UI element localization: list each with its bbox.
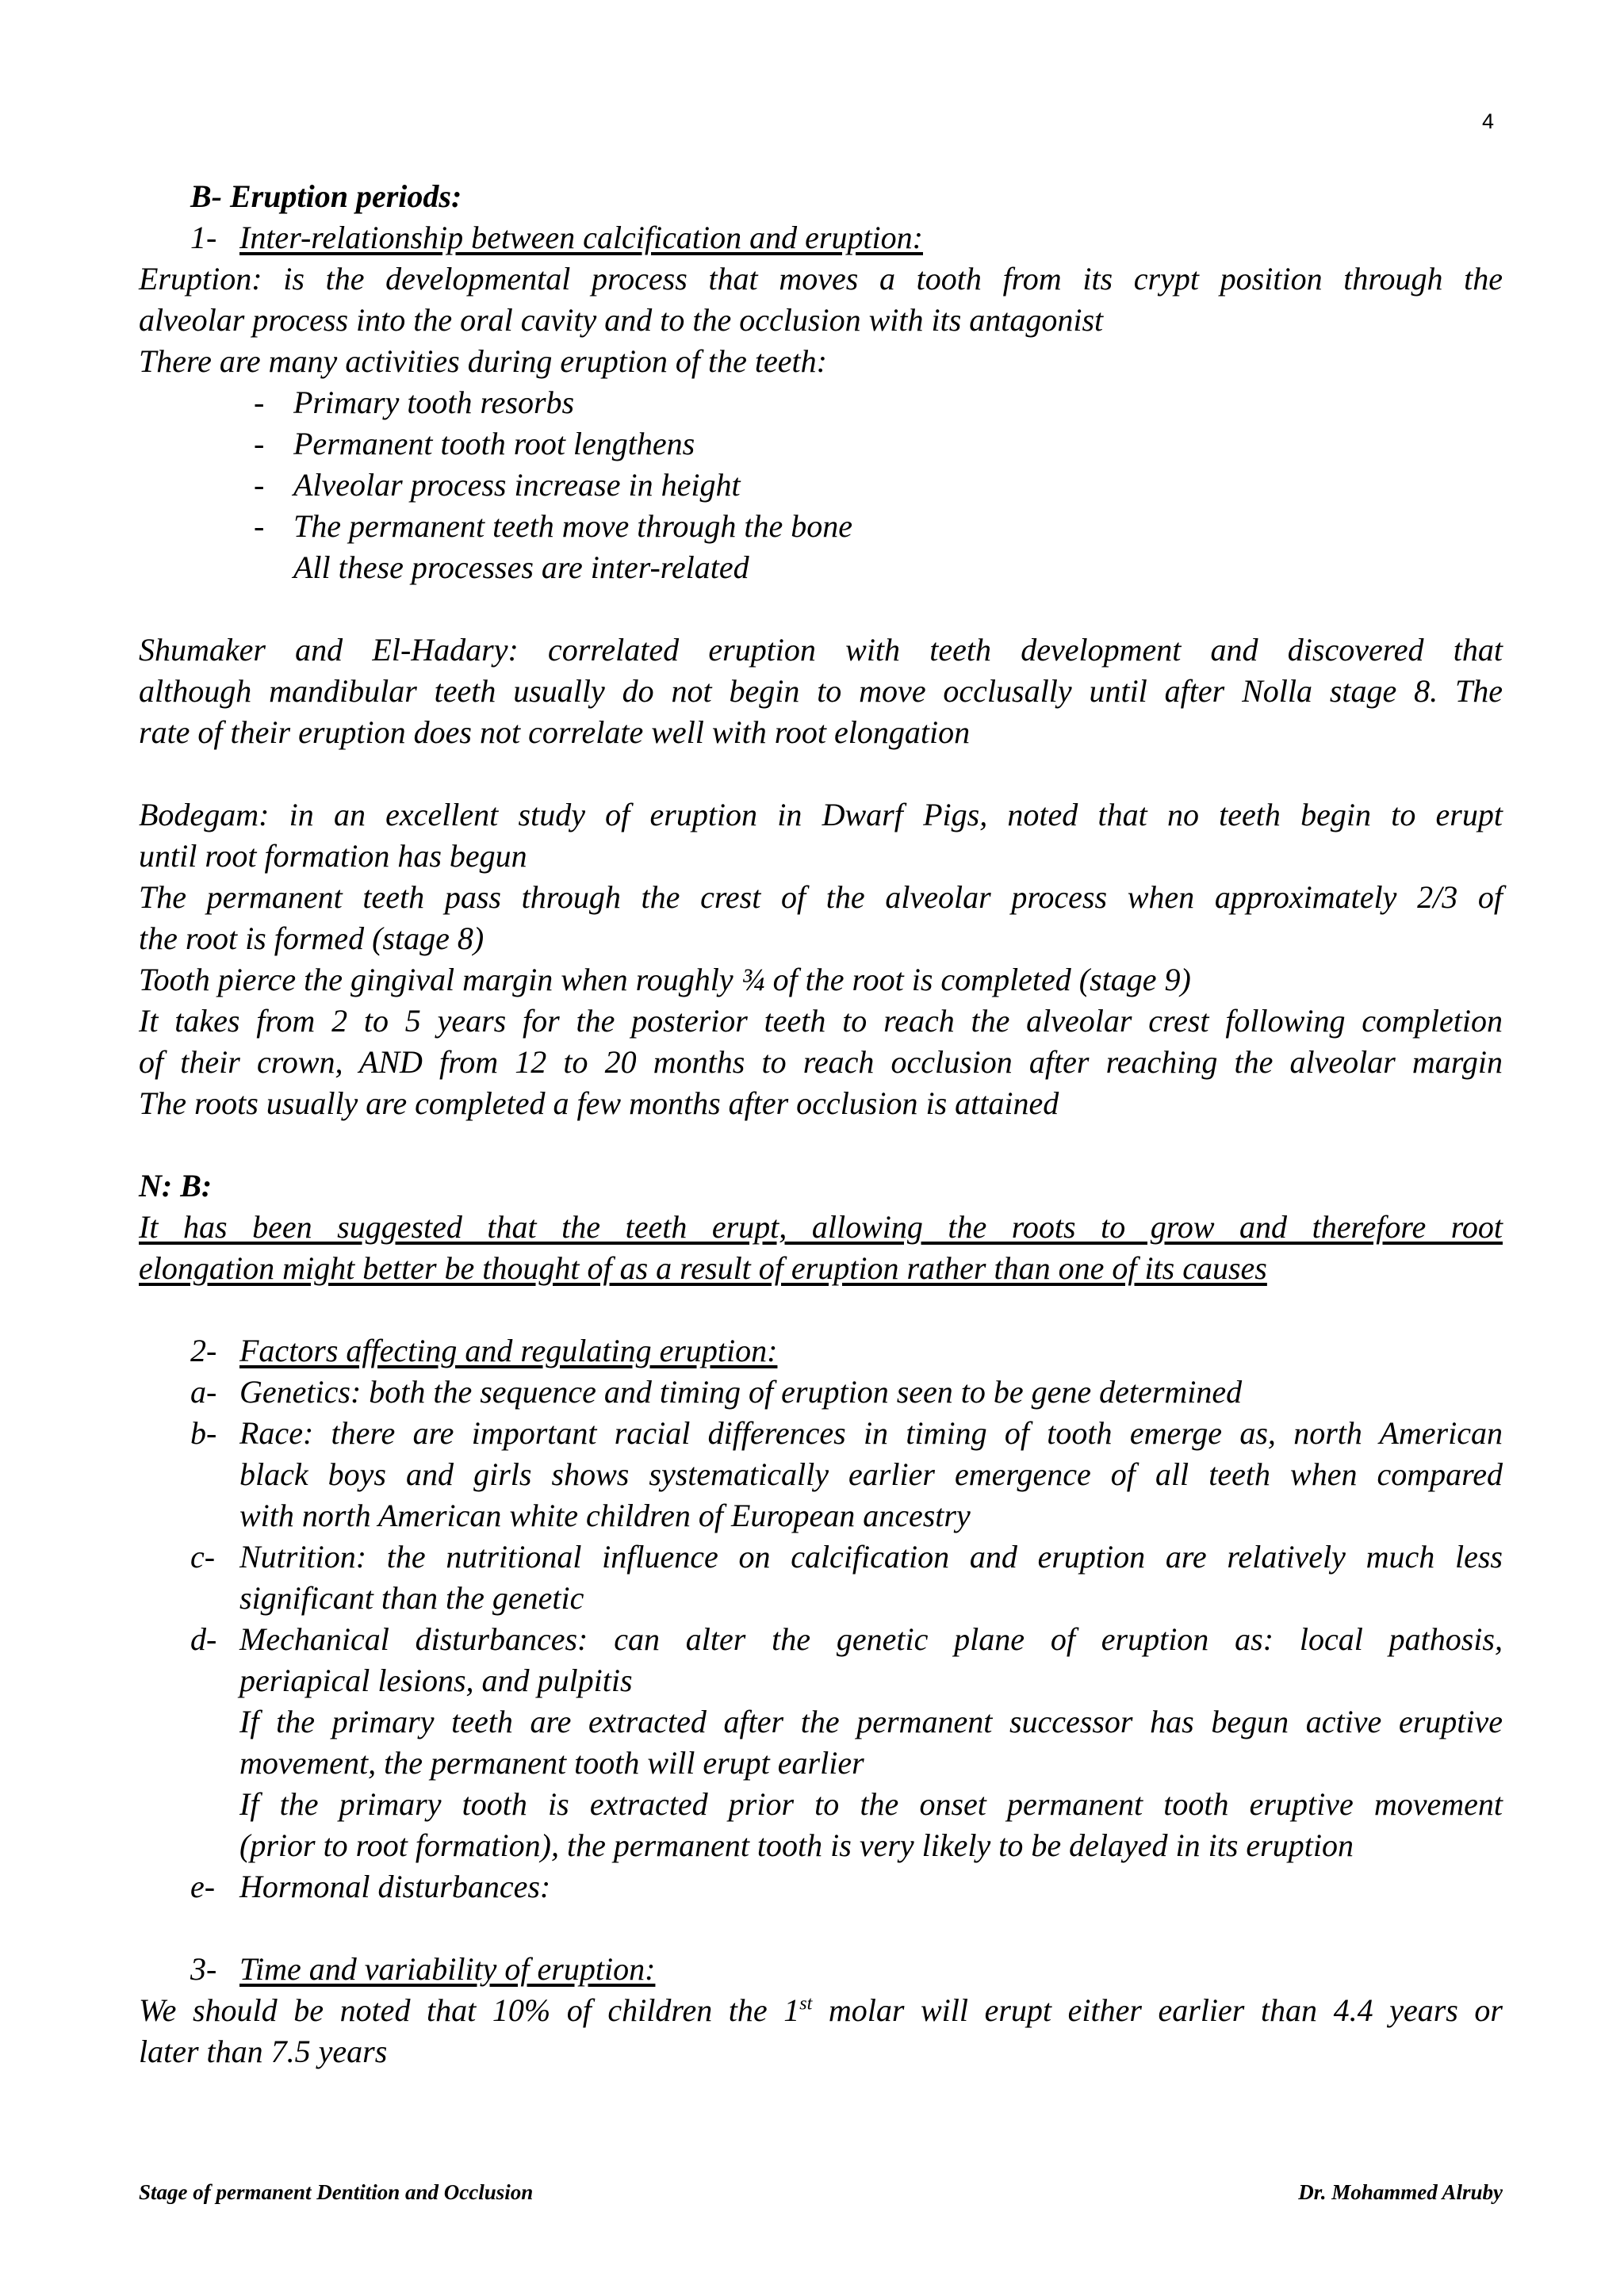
bodegam-line-7: of their crown, AND from 12 to 20 months to reach occlusion after reaching the alveolar margin [139, 1044, 1503, 1080]
factor-label: e- [190, 1869, 216, 1904]
shumaker-line-3: rate of their eruption does not correlate well with root elongation [139, 714, 971, 750]
factor-item-b [190, 1413, 1503, 1536]
bodegam-line-1: Bodegam: in an excellent study of eruption in Dwarf Pigs, noted that no teeth begin to erupt [139, 797, 1503, 832]
nb-label: N: B: [139, 1168, 213, 1203]
bodegam-line-4: the root is formed (stage 8) [139, 920, 485, 956]
time-text-post: molar will erupt either earlier than 4.4 years or [812, 1992, 1503, 2028]
factor-text: Genetics: both the sequence and timing of eruption seen to be gene determined [239, 1374, 1243, 1410]
factor-text: Nutrition: the nutritional influence on calcification and eruption are relatively much less [239, 1539, 1503, 1575]
shumaker-line-2: although mandibular teeth usually do not begin to move occlusally until after Nolla stage 8. The [139, 673, 1503, 709]
bodegam-line-6: It takes from 2 to 5 years for the posterior teeth to reach the alveolar crest following completion [139, 1003, 1503, 1039]
activity-text: Alveolar process increase in height [293, 467, 741, 503]
bodegam-line-8: The roots usually are completed a few months after occlusion is attained [139, 1085, 1059, 1121]
subsection-2-heading [190, 1330, 1503, 1372]
nb-text-line-1: It has been suggested that the teeth erupt, allowing the roots to grow and therefore root [139, 1209, 1503, 1245]
subsection-3-title: Time and variability of eruption: [239, 1951, 656, 1987]
subsection-1-heading [190, 217, 1503, 258]
bodegam-line-2: until root formation has begun [139, 838, 527, 874]
activity-text: The permanent teeth move through the bone [293, 508, 853, 544]
factor-item-c [190, 1536, 1503, 1619]
eruption-definition-line-1: Eruption: is the developmental process that moves a tooth from its crypt position through the [139, 261, 1503, 297]
time-text-pre: We should be noted that 10% of children the 1 [139, 1992, 800, 2028]
subsection-3-number: 3- [190, 1951, 217, 1987]
activities-note: All these processes are inter-related [293, 549, 749, 585]
factor-text: Race: there are important racial differences in timing of tooth emerge as, north American [239, 1415, 1503, 1451]
factor-label: a- [190, 1374, 217, 1410]
subsection-1-number: 1- [190, 220, 217, 255]
factor-item-a [190, 1372, 1503, 1413]
factor-label: d- [190, 1621, 217, 1657]
factor-text: with north American white children of European ancestry [239, 1498, 971, 1533]
subsection-2-title: Factors affecting and regulating eruption: [239, 1333, 778, 1368]
factor-text: significant than the genetic [239, 1580, 584, 1616]
section-heading: B- Eruption periods: [190, 178, 462, 214]
factor-text: Hormonal disturbances: [239, 1869, 551, 1904]
factor-text: movement, the permanent tooth will erupt earlier [239, 1745, 864, 1781]
eruption-definition-line-2: alveolar process into the oral cavity and to the occlusion with its antagonist [139, 302, 1104, 338]
footer-left: Stage of permanent Dentition and Occlusion [139, 2180, 534, 2204]
activity-item: - Alveolar process increase in height [254, 465, 1503, 506]
activity-item: - The permanent teeth move through the bone [254, 506, 1503, 547]
page-footer [139, 2180, 1503, 2205]
time-text-line-2: later than 7.5 years [139, 2034, 388, 2069]
activity-item: - Permanent tooth root lengthens [254, 423, 1503, 465]
footer-right: Dr. Mohammed Alruby [1298, 2180, 1503, 2204]
factor-label: b- [190, 1415, 217, 1451]
factor-text: Mechanical disturbances: can alter the genetic plane of eruption as: local pathosis, [239, 1621, 1503, 1657]
subsection-1-title: Inter-relationship between calcification and eruption: [239, 220, 923, 255]
factor-item-e [190, 1866, 1503, 1908]
time-text-line-1 [139, 1990, 1503, 2031]
shumaker-line-1: Shumaker and El-Hadary: correlated eruption with teeth development and discovered that [139, 632, 1503, 668]
bodegam-line-3: The permanent teeth pass through the crest of the alveolar process when approximately 2/3 of [139, 879, 1503, 915]
page-number: 4 [1481, 109, 1494, 133]
subsection-2-number: 2- [190, 1333, 217, 1368]
page-content [139, 176, 1503, 2072]
factor-text: If the primary teeth are extracted after the permanent successor has begun active eruptive [239, 1704, 1503, 1739]
activities-intro: There are many activities during eruption of the teeth: [139, 343, 827, 379]
activity-text: Permanent tooth root lengthens [293, 426, 695, 461]
factor-label: c- [190, 1539, 216, 1575]
factor-item-d [190, 1619, 1503, 1866]
factor-text: If the primary tooth is extracted prior to the onset permanent tooth eruptive movement [239, 1786, 1503, 1822]
factor-text: black boys and girls shows systematically earlier emergence of all teeth when compared [239, 1456, 1503, 1492]
nb-text-line-2: elongation might better be thought of as a result of eruption rather than one of its causes [139, 1250, 1267, 1286]
activity-text: Primary tooth resorbs [293, 385, 575, 420]
factor-text: (prior to root formation), the permanent tooth is very likely to be delayed in its eruption [239, 1827, 1354, 1863]
subsection-3-heading [190, 1949, 1503, 1990]
factor-text: periapical lesions, and pulpitis [239, 1663, 633, 1698]
bodegam-line-5: Tooth pierce the gingival margin when roughly ¾ of the root is completed (stage 9) [139, 962, 1191, 997]
activity-item: - Primary tooth resorbs [254, 382, 1503, 423]
time-text-superscript: st [799, 1993, 813, 2015]
